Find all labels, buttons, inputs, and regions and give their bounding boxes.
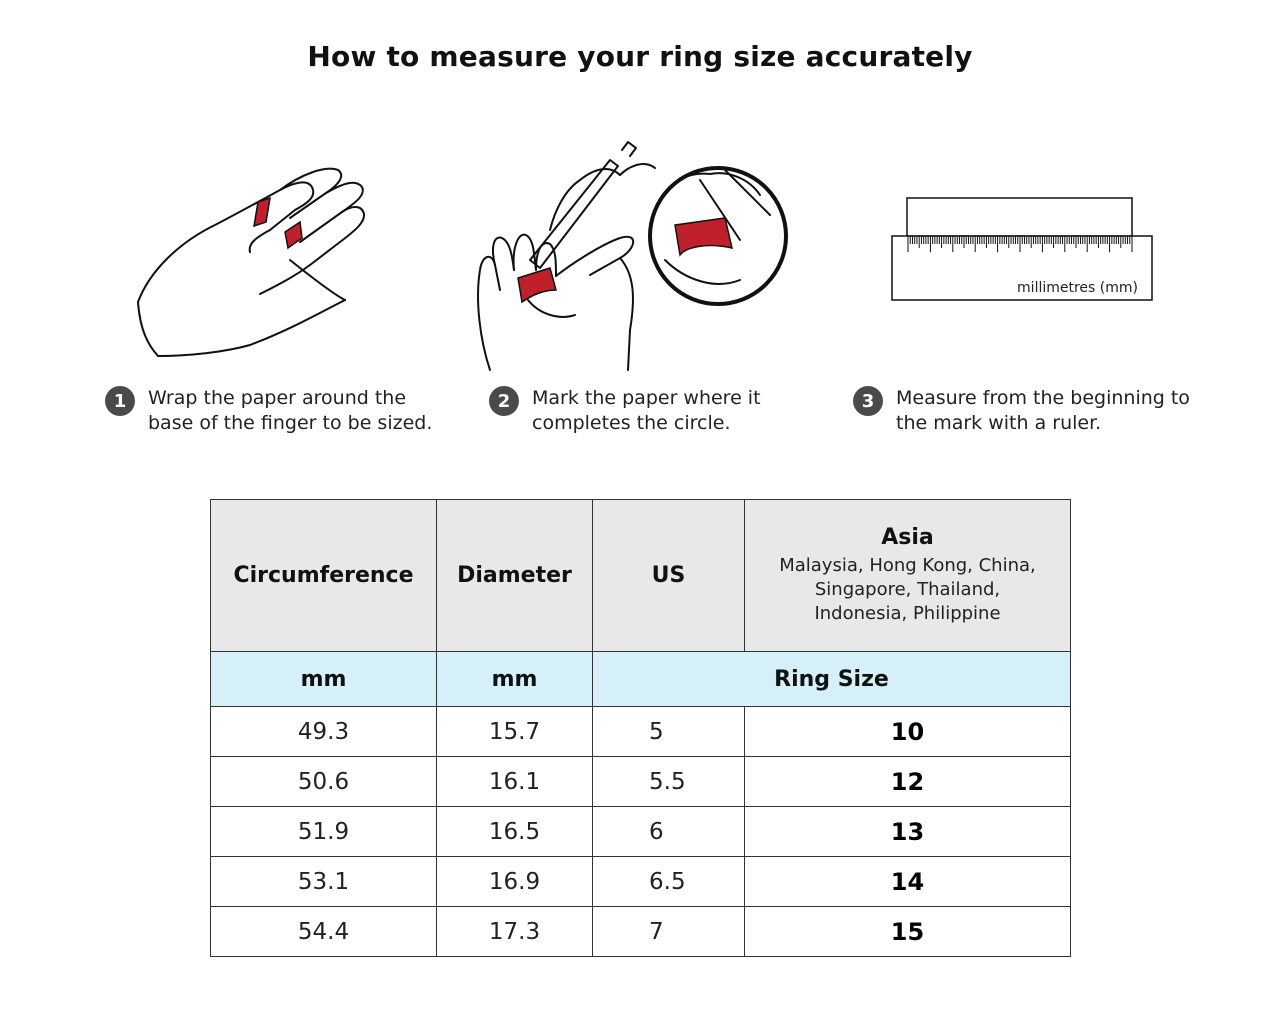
unit-circumference: mm [211,652,437,707]
step-3 [853,386,1190,436]
table-row [211,807,1071,857]
unit-diameter: mm [437,652,593,707]
table-header-row [211,500,1071,652]
ruler-label: millimetres (mm) [1017,280,1138,296]
cell-us: 5.5 [593,757,745,807]
cell-asia: 12 [745,757,1071,807]
unit-ring-size: Ring Size [593,652,1071,707]
cell-asia: 13 [745,807,1071,857]
step-2 [489,386,761,436]
cell-diameter: 16.9 [437,857,593,907]
cell-asia: 14 [745,857,1071,907]
cell-circumference: 53.1 [211,857,437,907]
cell-diameter: 15.7 [437,707,593,757]
table-row [211,707,1071,757]
cell-circumference: 50.6 [211,757,437,807]
header-diameter: Diameter [437,500,593,652]
step-number-badge: 3 [853,386,883,416]
step-instruction: Wrap the paper around the base of the finger to be sized. [148,387,433,434]
step-number-badge: 2 [489,386,519,416]
cell-us: 6 [593,807,745,857]
table-row [211,907,1071,957]
header-circumference: Circumference [211,500,437,652]
cell-us: 5 [593,707,745,757]
step-instruction: Measure from the beginning to the mark with a ruler. [896,387,1190,434]
step-number-badge: 1 [105,386,135,416]
cell-us: 7 [593,907,745,957]
cell-diameter: 16.1 [437,757,593,807]
ring-size-table [210,499,1071,957]
table-row [211,857,1071,907]
header-us: US [593,500,745,652]
cell-asia: 15 [745,907,1071,957]
header-asia [745,500,1071,652]
hand-wrap-paper-illustration [130,160,370,365]
cell-circumference: 51.9 [211,807,437,857]
cell-diameter: 16.5 [437,807,593,857]
header-asia-countries: Malaysia, Hong Kong, China, Singapore, Thailand, Indonesia, Philippine [779,555,1036,624]
ruler-illustration [890,196,1155,306]
cell-diameter: 17.3 [437,907,593,957]
step-1 [105,386,432,436]
table-units-row [211,652,1071,707]
mark-paper-pen-illustration [470,140,800,375]
cell-asia: 10 [745,707,1071,757]
table-row [211,757,1071,807]
cell-circumference: 49.3 [211,707,437,757]
cell-us: 6.5 [593,857,745,907]
header-asia-title: Asia [881,525,934,550]
page-title: How to measure your ring size accurately [307,40,973,73]
step-instruction: Mark the paper where it completes the circle. [532,387,761,434]
cell-circumference: 54.4 [211,907,437,957]
